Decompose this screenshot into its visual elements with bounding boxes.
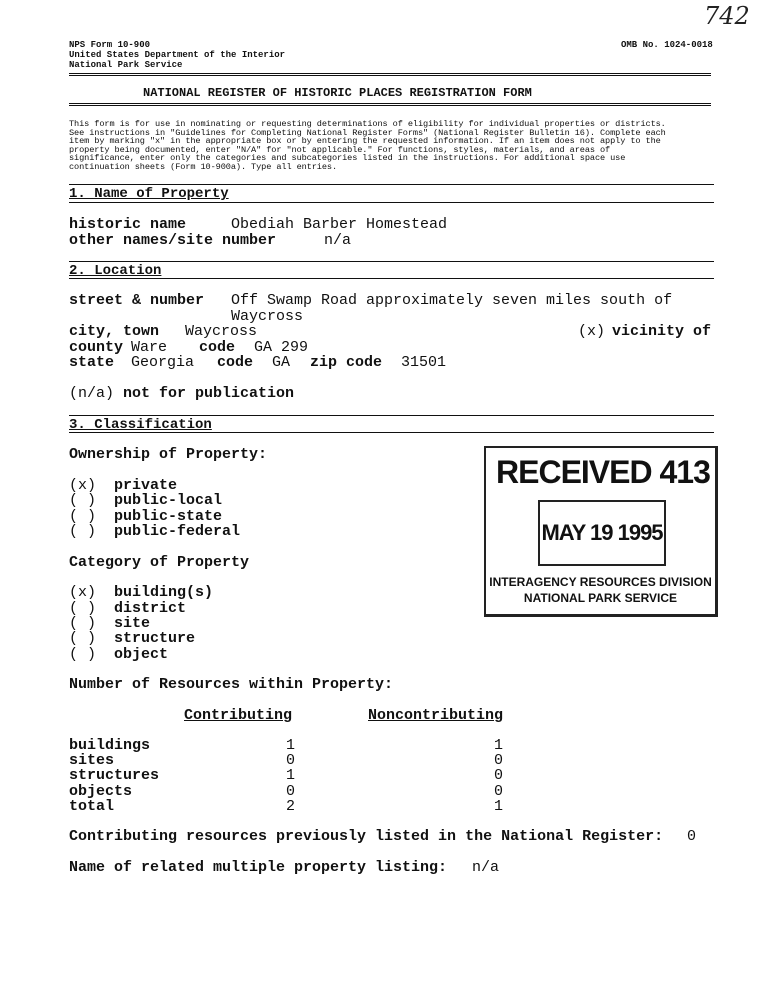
category-mark: ( ): [69, 615, 97, 632]
instructions: [69, 120, 729, 172]
county-value: Ware: [131, 339, 168, 356]
street-value: Off Swamp Road approximately seven miles south of: [231, 292, 673, 309]
category-heading: Category of Property: [69, 554, 250, 571]
resource-label: buildings: [69, 737, 151, 754]
stamp-service: NATIONAL PARK SERVICE: [523, 591, 678, 605]
service: National Park Service: [69, 60, 183, 70]
resources-heading: Number of Resources within Property:: [69, 676, 394, 693]
previously-listed-value: 0: [687, 828, 697, 845]
category-label: district: [114, 600, 187, 617]
county-code-value: GA 299: [254, 339, 309, 356]
ownership-label: public-federal: [114, 523, 241, 540]
street-value-cont: Waycross: [231, 308, 304, 325]
resource-noncontributing: 0: [494, 767, 504, 784]
resource-label: structures: [69, 767, 160, 784]
ownership-mark: (x): [69, 477, 97, 494]
stamp-date: MAY 19 1995: [538, 500, 666, 566]
state-value: Georgia: [131, 354, 195, 371]
ownership-heading: Ownership of Property:: [69, 446, 268, 463]
related-listing-label: Name of related multiple property listing:: [69, 859, 448, 876]
category-label: building(s): [114, 584, 214, 601]
resource-noncontributing: 0: [494, 783, 504, 800]
received-stamp: [484, 446, 718, 617]
divider: [69, 73, 711, 76]
resource-row: [69, 783, 519, 799]
category-mark: ( ): [69, 646, 97, 663]
instruction-line: property being documented, enter "N/A" for "not applicable." For functions, styles, materials, and areas of: [69, 144, 611, 155]
previously-listed-label: Contributing resources previously listed in the National Register:: [69, 828, 664, 845]
historic-name-label: historic name: [69, 216, 187, 233]
noncontributing-header: Noncontributing: [368, 707, 504, 724]
resource-noncontributing: 1: [494, 798, 504, 815]
resource-contributing: 0: [286, 752, 296, 769]
divider: [69, 103, 711, 106]
category-mark: (x): [69, 584, 97, 601]
category-option: [69, 584, 214, 601]
zip-label: zip code: [310, 354, 383, 371]
county-code-label: code: [199, 339, 236, 356]
divider: [69, 184, 714, 185]
form-title: NATIONAL REGISTER OF HISTORIC PLACES REGISTRATION FORM: [143, 86, 532, 100]
category-label: site: [114, 615, 151, 632]
state-label: state: [69, 354, 115, 371]
ownership-option: [69, 523, 241, 540]
ownership-label: public-local: [114, 492, 223, 509]
instruction-line: item by marking "x" in the appropriate box or by entering the requested information. If an item does not apply to the: [69, 136, 661, 147]
state-code-value: GA: [272, 354, 291, 371]
publication-label: not for publication: [123, 385, 295, 402]
street-label: street & number: [69, 292, 205, 309]
omb-number: OMB No. 1024-0018: [621, 40, 713, 50]
section2-heading: 2. Location: [69, 263, 162, 279]
vicinity-mark: (x): [578, 323, 606, 340]
resource-contributing: 2: [286, 798, 296, 815]
ownership-label: public-state: [114, 508, 223, 525]
agency-header: [69, 40, 285, 70]
department: United States Department of the Interior: [69, 50, 286, 60]
instruction-line: continuation sheets (Form 10-900a). Type all entries.: [69, 161, 338, 172]
divider: [69, 261, 714, 262]
divider: [69, 278, 714, 279]
city-value: Waycross: [185, 323, 258, 340]
ownership-mark: ( ): [69, 508, 97, 525]
other-names-label: other names/site number: [69, 232, 277, 249]
resource-row: [69, 767, 519, 783]
contributing-header: Contributing: [184, 707, 293, 724]
instruction-line: This form is for use in nominating or requesting determinations of eligibility for individual properties or districts.: [69, 119, 666, 129]
city-label: city, town: [69, 323, 160, 340]
historic-name-value: Obediah Barber Homestead: [231, 216, 448, 233]
handwritten-number: 742: [704, 2, 750, 30]
instruction-line: See instructions in "Guidelines for Completing National Register Forms" (National Register Bulletin 16). Complete each: [69, 127, 666, 138]
publication-mark: (n/a): [69, 385, 115, 402]
resource-label: sites: [69, 752, 115, 769]
resource-row: [69, 737, 519, 753]
resource-row: [69, 798, 519, 814]
divider: [69, 202, 714, 203]
category-mark: ( ): [69, 630, 97, 647]
divider: [69, 432, 714, 433]
form-number: NPS Form 10-900: [69, 40, 151, 50]
category-mark: ( ): [69, 600, 97, 617]
divider: [69, 415, 714, 416]
ownership-mark: ( ): [69, 492, 97, 509]
resource-contributing: 0: [286, 783, 296, 800]
stamp-division: INTERAGENCY RESOURCES DIVISION: [489, 575, 712, 589]
ownership-option: [69, 492, 223, 509]
related-listing-value: n/a: [472, 859, 500, 876]
resource-contributing: 1: [286, 737, 296, 754]
county-label: county: [69, 339, 124, 356]
resource-label: total: [69, 798, 115, 815]
resource-noncontributing: 1: [494, 737, 504, 754]
resource-row: [69, 752, 519, 768]
vicinity-label: vicinity of: [612, 323, 712, 340]
resource-contributing: 1: [286, 767, 296, 784]
category-option: [69, 630, 196, 647]
category-label: object: [114, 646, 169, 663]
ownership-mark: ( ): [69, 523, 97, 540]
other-names-value: n/a: [324, 232, 352, 249]
resource-noncontributing: 0: [494, 752, 504, 769]
instruction-line: significance, enter only the categories and subcategories listed in the instructions. For additional space use: [69, 153, 626, 164]
resource-label: objects: [69, 783, 133, 800]
stamp-title: RECEIVED 413: [496, 454, 710, 490]
category-option: [69, 646, 169, 663]
category-label: structure: [114, 630, 196, 647]
zip-value: 31501: [401, 354, 447, 371]
section3-heading: 3. Classification: [69, 417, 212, 433]
state-code-label: code: [217, 354, 254, 371]
section1-heading: 1. Name of Property: [69, 186, 229, 202]
ownership-label: private: [114, 477, 178, 494]
